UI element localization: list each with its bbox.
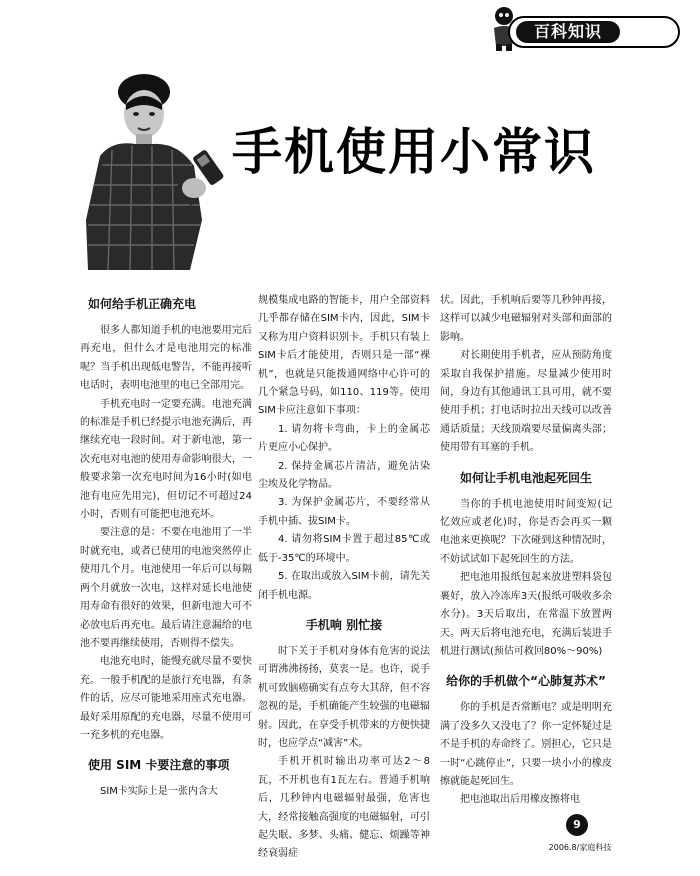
column-3 [440,292,612,810]
paragraph: 时下关于手机对身体有危害的说法可谓沸沸扬扬，莫衷一是。也许，说手机可致脑癌确实有点夸大其辞，但不容忽视的是，手机确能产生较强的电磁辐射。因此，在享受手机带来的方便快捷时，也应学点“减害”术。 [258,645,430,749]
paragraph: 手机充电时一定要充满。电池充满的标准是手机已经提示电池充满后，再继续充电一段时间。对于新电池，第一次充电对电池的使用寿命影响很大，一般要求第一次充电时间为16小时(如电池有电应先用完)，但切记不可超过24小时，否则有可能把电池充坏。 [80,398,252,521]
paragraph: 很多人都知道手机的电池要用完后再充电，但什么才是电池用完的标准呢？当手机出现低电警告，不能再接听电话时，表明电池里的电已全部用完。 [80,325,252,392]
page-number: 9 [566,814,588,836]
section-heading-battery-revive: 如何让手机电池起死回生 [459,470,592,485]
section-badge [488,6,688,56]
paragraph: 要注意的是：不要在电池用了一半时就充电，或者已使用的电池突然停止使用几个月。电池使用一年后可以每隔两个月就放一次电，这样对延长电池使用寿命有很好的效果，但新电池大可不必放电后再充电。最后请注意漏给的电池不要再继续使用，否则得不偿失。 [80,527,252,649]
column-2 [258,292,430,864]
column-1 [80,292,252,802]
list-item: 4. 请勿将SIM卡置于超过85℃或低于-35℃的环境中。 [258,534,430,564]
list-item: 1. 请勿将卡弯曲，卡上的金属芯片更应小心保护。 [258,423,430,454]
paragraph: 对长期使用手机者，应从预防角度采取自我保护措施。尽量减少使用时间，身边有其他通讯工具可用，就不要使用手机；打电话时拉出天线可以改善通话质量；天线顶端要尽量偏离头部；使用带有耳塞的手机。 [440,350,612,454]
list-item: 5. 在取出或放入SIM卡前，请先关闭手机电源。 [258,571,430,601]
paragraph: 把电池用报纸包起来放进塑料袋包裹好，放入冷冻库3天(报纸可吸收多余水分)。3天后取出，在常温下放置两天。两天后将电池充电，充满后装进手机进行测试(预估可救回80%～90%) [440,572,612,657]
section-heading-phone-ring: 手机响 别忙接 [305,617,383,632]
badge-label: 百科知识 [516,21,620,43]
badge-pill [508,16,680,48]
section-heading-sim: 使用 SIM 卡要注意的事项 [88,758,230,773]
list-item: 2. 保持金属芯片清洁，避免沾染尘埃及化学物品。 [258,460,430,491]
paragraph: 电池充电时，能慢充就尽量不要快充。一般手机配的是旅行充电器，有条件的话，应尽可能地采用座式充电器。最好采用原配的充电器，尽量不使用可一充多机的充电器。 [80,656,252,741]
paragraph: 手机开机时输出功率可达2～8瓦，不开机也有1瓦左右。普通手机响后，几秒钟内电磁辐射最强，危害也大，经常接触高强度的电磁辐射，可引起失眠、多梦、头痛、健忘、烦躁等神经衰弱症 [258,756,430,860]
section-heading-charging: 如何给手机正确充电 [88,297,197,311]
paragraph: 状。因此，手机响后要等几秒钟再接，这样可以减少电磁辐射对头部和面部的影响。 [440,295,612,343]
list-item: 3. 为保护金属芯片，不要经常从手机中插、拔SIM卡。 [258,497,430,527]
section-heading-cpr: 给你的手机做个“心肺复苏术” [446,674,606,689]
man-with-phone-photo [82,70,232,270]
page-title: 手机使用小常识 [232,123,596,181]
paragraph: 当你的手机电池使用时间变短(记忆效应或老化)时，你是否会再买一颗电池来更换呢？下次碰到这种情况时，不妨试试如下起死回生的方法。 [440,498,612,565]
paragraph: SIM卡实际上是一张内含大 [100,786,218,798]
paragraph: 规模集成电路的智能卡，用户全部资料几乎都存储在SIM卡内，因此，SIM卡又称为用户资料识别卡。手机只有装上SIM卡后才能使用，否则只是一部“裸机”，也就是只能拨通网络中心许可的几个紧急号码，如110、119等。使用SIM卡应注意如下事项： [258,295,430,417]
page-footer [540,812,620,864]
issue-label: 2006.8/家庭科技 [548,843,612,852]
paragraph: 你的手机是否常断电？或是明明充满了没多久又没电了？你一定怀疑过是不是手机的寿命终了。别担心，它只是一时“心跳停止”，只要一块小小的橡皮擦就能起死回生。 [440,702,612,787]
paragraph: 把电池取出后用橡皮擦将电 [460,794,580,806]
